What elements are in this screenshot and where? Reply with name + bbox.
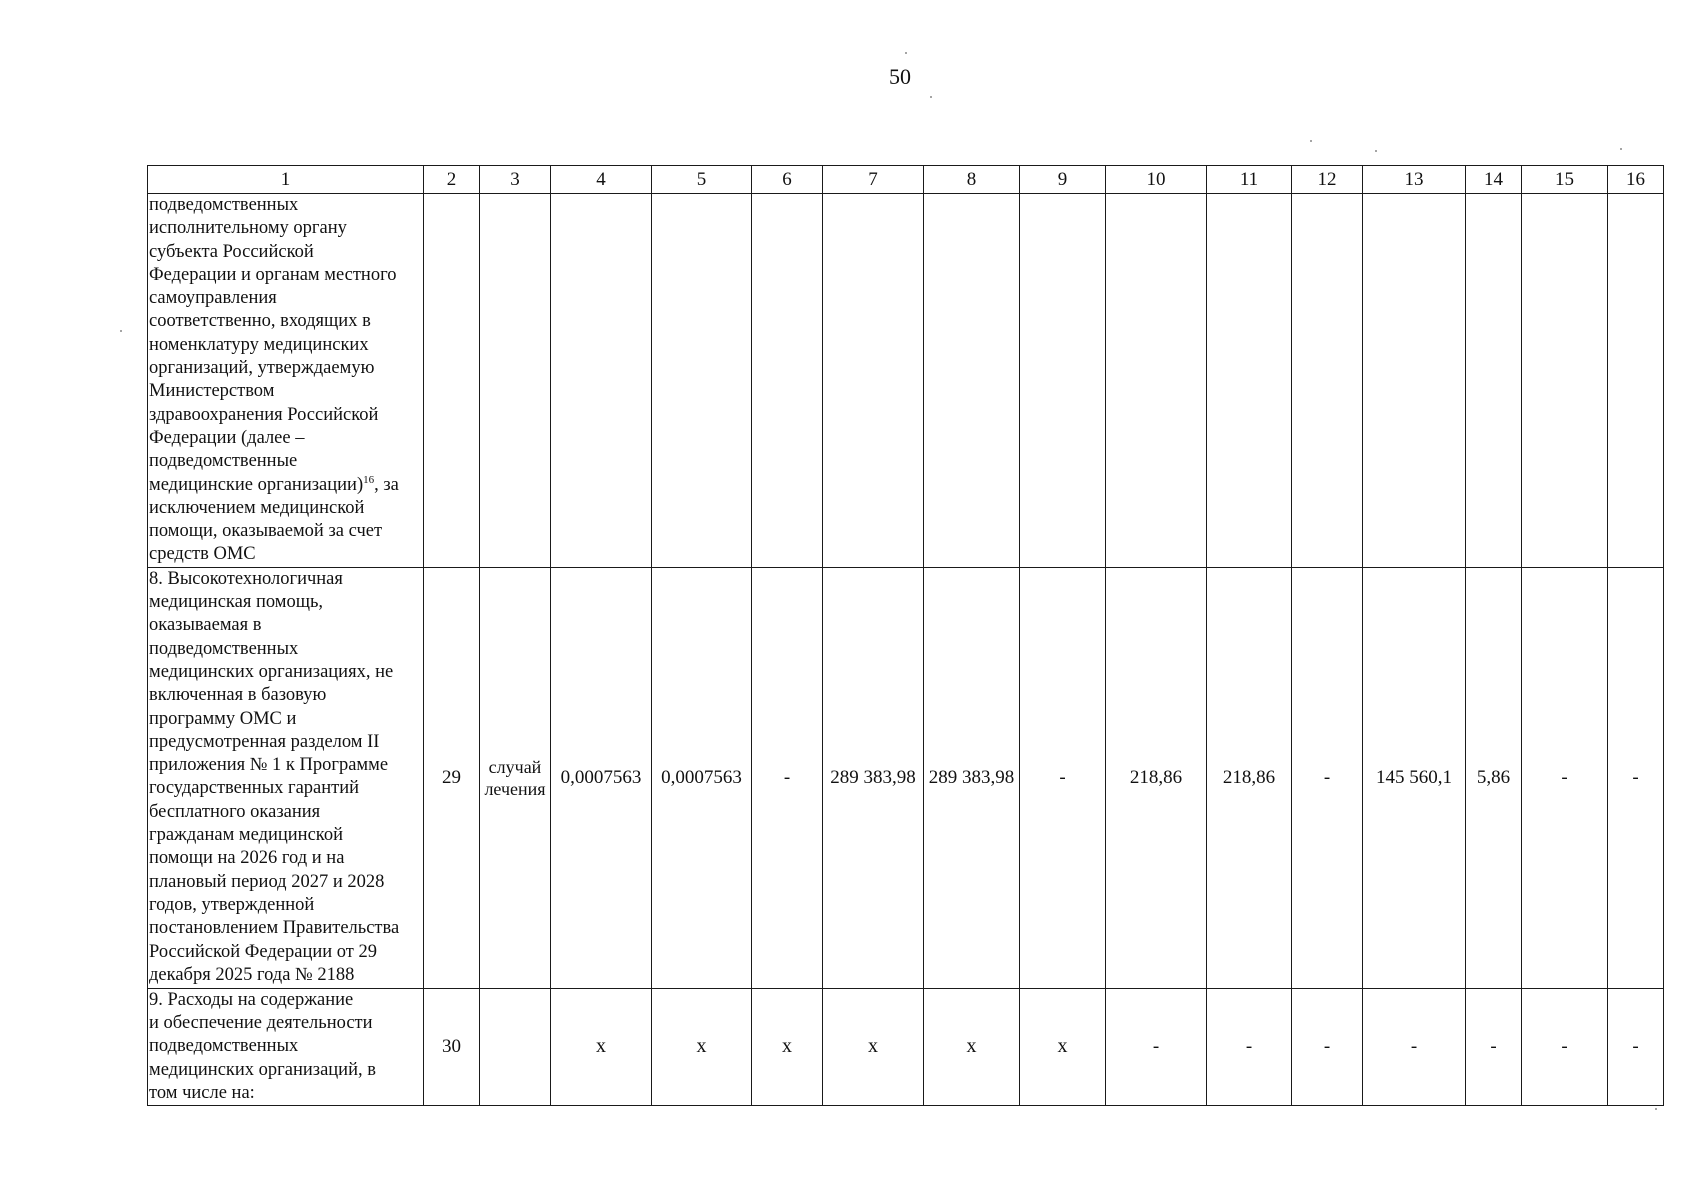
- column-header: 10: [1106, 166, 1207, 194]
- column-header: 7: [823, 166, 924, 194]
- table-cell: -: [1522, 988, 1608, 1105]
- table-cell: [424, 194, 480, 568]
- table-cell: -: [1466, 988, 1522, 1105]
- table-cell: -: [752, 567, 823, 988]
- column-header: 1: [148, 166, 424, 194]
- table-cell: х: [652, 988, 752, 1105]
- table-cell: 289 383,98: [924, 567, 1020, 988]
- table-cell: -: [1292, 988, 1363, 1105]
- table-cell: [1466, 194, 1522, 568]
- table-cell: [480, 194, 551, 568]
- column-header: 2: [424, 166, 480, 194]
- table-cell: 289 383,98: [823, 567, 924, 988]
- unit-cell: [480, 988, 551, 1105]
- row-code-cell: 30: [424, 988, 480, 1105]
- row-label-text: подведомственных исполнительному органу субъекта Российской Федерации и органам местного самоуправления соответственно, входящих в номенклатуру медицинских организаций, утверждаемую Министерством здравоохранения Российской Федерации (далее – подведомственные медицинские организации): [149, 195, 397, 495]
- table-cell: х: [752, 988, 823, 1105]
- column-header: 6: [752, 166, 823, 194]
- table-cell: х: [1020, 988, 1106, 1105]
- table-cell: 5,86: [1466, 567, 1522, 988]
- row-label: [148, 194, 424, 568]
- row-label-text-tail: , за исключением медицинской помощи, оказываемой за счет средств ОМС: [149, 474, 399, 565]
- table-cell: -: [1207, 988, 1292, 1105]
- table-row: [148, 567, 1664, 988]
- column-header: 11: [1207, 166, 1292, 194]
- scan-speck: [120, 330, 122, 332]
- table-cell: [752, 194, 823, 568]
- table-cell: х: [924, 988, 1020, 1105]
- table-cell: х: [823, 988, 924, 1105]
- table-cell: [1608, 194, 1664, 568]
- table-cell: -: [1608, 988, 1664, 1105]
- table-cell: х: [551, 988, 652, 1105]
- table-row: [148, 194, 1664, 568]
- column-header: 13: [1363, 166, 1466, 194]
- table-cell: [1363, 194, 1466, 568]
- column-header: 4: [551, 166, 652, 194]
- row-label: 8. Высокотехнологичная медицинская помощь, оказываемая в подведомственных медицинских организациях, не включенная в базовую программу ОМС и предусмотренная разделом II приложения № 1 к Программе государственных гарантий бесплатного оказания гражданам медицинской помощи на 2026 год и на плановый период 2027 и 2028 годов, утвержденной постановлением Правительства Российской Федерации от 29 декабря 2025 года № 2188: [148, 567, 424, 988]
- table-cell: [551, 194, 652, 568]
- column-header: 16: [1608, 166, 1664, 194]
- row-code-cell: 29: [424, 567, 480, 988]
- table-cell: 218,86: [1207, 567, 1292, 988]
- table-cell: [823, 194, 924, 568]
- row-label: 9. Расходы на содержание и обеспечение деятельности подведомственных медицинских организаций, в том числе на:: [148, 988, 424, 1105]
- column-number-row: [148, 166, 1664, 194]
- scan-speck: [1655, 1108, 1657, 1110]
- unit-cell: случай лечения: [480, 567, 551, 988]
- data-table: [147, 165, 1664, 1106]
- page-number: 50: [889, 64, 911, 89]
- table-cell: [652, 194, 752, 568]
- table-cell: [1020, 194, 1106, 568]
- column-header: 3: [480, 166, 551, 194]
- column-header: 14: [1466, 166, 1522, 194]
- scan-speck: [1375, 150, 1377, 152]
- table-row: [148, 988, 1664, 1105]
- table-cell: [1522, 194, 1608, 568]
- table-cell: -: [1106, 988, 1207, 1105]
- column-header: 12: [1292, 166, 1363, 194]
- table-cell: -: [1020, 567, 1106, 988]
- column-header: 9: [1020, 166, 1106, 194]
- table-cell: [924, 194, 1020, 568]
- table-cell: -: [1363, 988, 1466, 1105]
- scan-speck: [930, 96, 932, 98]
- table-cell: 145 560,1: [1363, 567, 1466, 988]
- table-cell: [1292, 194, 1363, 568]
- column-header: 15: [1522, 166, 1608, 194]
- column-header: 5: [652, 166, 752, 194]
- table-cell: 218,86: [1106, 567, 1207, 988]
- table-cell: -: [1608, 567, 1664, 988]
- table-cell: -: [1292, 567, 1363, 988]
- scan-speck: [1310, 140, 1312, 142]
- table-cell: [1207, 194, 1292, 568]
- table-cell: -: [1522, 567, 1608, 988]
- table-cell: 0,0007563: [551, 567, 652, 988]
- table-cell: [1106, 194, 1207, 568]
- table-cell: 0,0007563: [652, 567, 752, 988]
- scan-speck: [905, 52, 907, 54]
- footnote-marker: 16: [363, 473, 375, 486]
- scan-speck: [1620, 148, 1622, 150]
- column-header: 8: [924, 166, 1020, 194]
